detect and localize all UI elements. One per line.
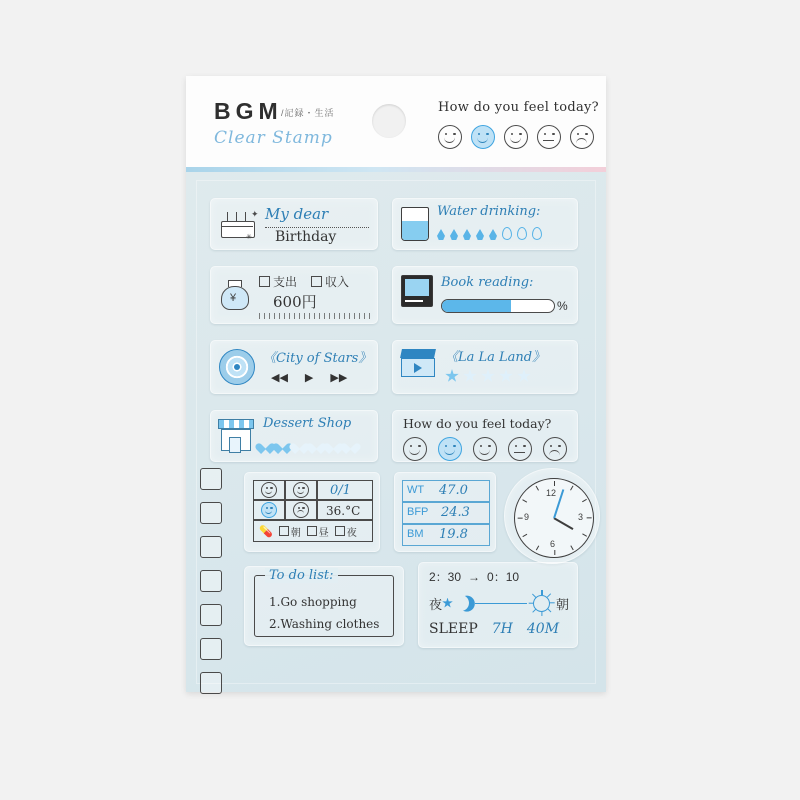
hang-hole <box>372 104 406 138</box>
vitals-value: 19.8 <box>439 527 468 542</box>
drop-filled-icon <box>450 229 458 240</box>
meal-checkbox <box>279 526 289 536</box>
arrow-icon: → <box>468 569 481 584</box>
sleep-minutes: 40M <box>526 621 560 637</box>
stamp-birthday <box>210 198 378 250</box>
water-title: Water drinking: <box>437 204 541 219</box>
sun-icon <box>533 595 550 612</box>
todo-item: 2.Washing clothes <box>269 617 380 631</box>
neutral-face-icon <box>537 125 561 149</box>
smile-face-blue-icon <box>471 125 495 149</box>
stamp-book-reading <box>392 266 578 324</box>
pill-icon: 💊 <box>259 525 273 538</box>
star-outline-icon <box>499 369 513 383</box>
package-header <box>186 76 606 173</box>
sleep-hours: 7H <box>491 621 513 637</box>
health-score: 0/1 <box>330 483 351 498</box>
clock-number: 3 <box>577 512 583 522</box>
header-question: How do you feel today? <box>438 100 599 115</box>
meal-label: 朝 <box>290 527 301 539</box>
smile-face-icon <box>473 437 497 461</box>
star-outline-icon <box>517 369 531 383</box>
sleep-night-label: 夜 <box>429 596 443 612</box>
expense-label: 支出 <box>273 275 298 289</box>
meal-checkbox <box>307 526 317 536</box>
stamp-todo-list <box>244 566 404 646</box>
stamp-package <box>186 76 606 692</box>
stamp-water-drinking <box>392 198 578 250</box>
heart-outline-icon <box>310 439 323 451</box>
drop-filled-icon <box>489 229 497 240</box>
water-drop-row <box>437 227 542 240</box>
sleep-time-to: 0：10 <box>487 570 520 584</box>
drop-outline-icon <box>517 227 527 240</box>
drop-filled-icon <box>437 229 445 240</box>
clapperboard-icon <box>401 349 435 377</box>
checkbox-icon <box>200 570 222 592</box>
neutral-face-icon <box>508 437 532 461</box>
heart-outline-icon <box>293 439 306 451</box>
clock-number: 9 <box>524 512 530 522</box>
smile-face-icon <box>504 125 528 149</box>
birthday-subtitle: Birthday <box>275 229 337 245</box>
mood-face-row <box>403 437 567 461</box>
star-outline-icon <box>481 369 495 383</box>
stamp-music-player <box>210 340 378 394</box>
smile-face-icon <box>403 437 427 461</box>
vitals-label: BFP <box>407 506 429 518</box>
smile-face-icon <box>261 482 277 498</box>
smile-face-icon <box>293 482 309 498</box>
smile-face-blue-icon <box>438 437 462 461</box>
dessert-title: Dessert Shop <box>263 416 352 431</box>
checkbox-icon <box>200 468 222 490</box>
movie-title: 《La La Land》 <box>445 350 546 365</box>
stamp-movie <box>392 340 578 394</box>
vitals-value: 47.0 <box>439 483 468 498</box>
checkbox-icon <box>200 502 222 524</box>
play-icon: ▶ <box>304 372 314 384</box>
heart-filled-icon <box>259 439 272 451</box>
clock-number: 12 <box>546 488 557 498</box>
book-icon <box>401 275 433 307</box>
dessert-heart-row <box>259 439 357 451</box>
stamp-expense-income <box>210 266 378 324</box>
sleep-divider <box>475 603 527 604</box>
prev-icon: ◀◀ <box>271 372 288 384</box>
clock-hour-hand <box>554 517 574 530</box>
sleep-label: SLEEP <box>429 621 478 637</box>
sad-face-icon <box>543 437 567 461</box>
ruler-strip <box>259 313 371 319</box>
health-temperature: 36.°C <box>326 504 361 518</box>
drop-outline-icon <box>532 227 542 240</box>
drop-filled-icon <box>463 229 471 240</box>
meal-label: 昼 <box>318 527 329 539</box>
drop-filled-icon <box>476 229 484 240</box>
stamp-sheet <box>186 172 606 692</box>
book-progress-bar <box>441 299 555 313</box>
vinyl-record-icon <box>219 349 255 385</box>
sleep-time-from: 2：30 <box>429 570 462 584</box>
heart-filled-icon <box>276 439 289 451</box>
book-title: Book reading: <box>441 275 534 290</box>
star-filled-icon <box>445 369 459 383</box>
music-title: 《City of Stars》 <box>263 351 372 366</box>
movie-star-row <box>445 369 531 383</box>
expense-amount: 600円 <box>273 293 317 311</box>
stamp-health-grid <box>244 472 380 552</box>
meal-checkbox <box>335 526 345 536</box>
expense-checkbox <box>259 276 270 287</box>
income-checkbox <box>311 276 322 287</box>
checkbox-icon <box>200 604 222 626</box>
checkbox-icon <box>200 672 222 694</box>
book-percent-unit: % <box>557 299 568 313</box>
checkbox-icon <box>200 536 222 558</box>
meal-label: 夜 <box>346 527 357 539</box>
vitals-value: 24.3 <box>441 505 470 520</box>
vitals-label: BM <box>407 528 424 540</box>
checkbox-column <box>200 468 230 706</box>
sad-face-icon <box>293 502 309 518</box>
stamp-clock <box>504 468 600 564</box>
brand-logo: BGM <box>214 98 283 124</box>
vitals-row <box>402 480 490 502</box>
clock-number: 6 <box>550 539 556 549</box>
vitals-label: WT <box>407 484 425 496</box>
cake-icon: ✦ ✳ <box>219 209 255 239</box>
drop-outline-icon <box>502 227 512 240</box>
stamp-sleep <box>418 562 578 648</box>
stamp-mood <box>392 410 578 462</box>
shop-icon <box>218 419 254 451</box>
stamp-dessert-shop <box>210 410 378 462</box>
sad-face-icon <box>570 125 594 149</box>
todo-item: 1.Go shopping <box>269 595 357 609</box>
clock-icon <box>514 478 594 558</box>
moon-icon <box>450 592 471 613</box>
money-bag-icon: ¥ <box>219 277 249 309</box>
smile-face-icon <box>438 125 462 149</box>
birthday-title: My dear <box>265 205 329 223</box>
next-icon: ▶▶ <box>330 372 348 384</box>
todo-title: To do list: <box>265 568 338 583</box>
smile-face-blue-icon <box>261 502 277 518</box>
header-face-row <box>438 122 598 152</box>
vitals-row <box>402 524 490 546</box>
music-controls <box>271 371 347 384</box>
star-outline-icon <box>463 369 477 383</box>
mood-title: How do you feel today? <box>403 416 552 431</box>
star-icon <box>442 598 453 609</box>
heart-outline-icon <box>327 439 340 451</box>
income-label: 収入 <box>325 275 350 289</box>
sleep-morning-label: 朝 <box>555 596 569 612</box>
heart-outline-icon <box>344 439 357 451</box>
product-type-label: Clear Stamp <box>214 128 333 148</box>
checkbox-icon <box>200 638 222 660</box>
brand-subtitle: /記録・生活 <box>281 108 335 118</box>
vitals-row <box>402 502 490 524</box>
water-glass-icon <box>401 207 429 241</box>
stamp-vitals <box>394 472 496 552</box>
